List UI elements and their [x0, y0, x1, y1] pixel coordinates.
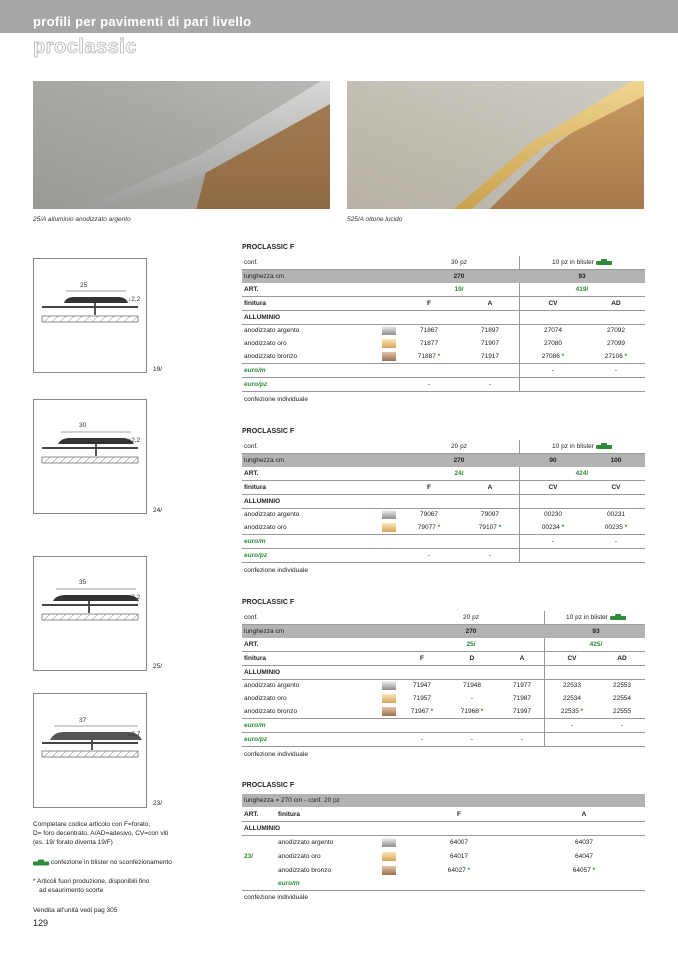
product-photo-brass [347, 81, 644, 209]
table-row: anodizzato bronzo 64027 * 64057 * [278, 867, 596, 874]
silver-swatch [382, 681, 396, 690]
table-row: euro/m - - [242, 364, 645, 378]
table-row: finitura F A CV AD [242, 297, 645, 311]
profile-section-diagram [34, 557, 146, 670]
table-row: anodizzato argento 71947 71948 71977 22533 22553 [244, 682, 632, 689]
bronze-swatch [382, 866, 396, 875]
table-title: PROCLASSIC F [242, 428, 295, 435]
table-note: confezione individuale [244, 894, 308, 901]
table-note: confezione individuale [244, 567, 308, 574]
table-row: lunghezza = 270 cm - conf. 20 pz [242, 794, 645, 807]
table-row: ART. 19/ 419/ [242, 283, 645, 297]
table-row: lunghezza cm 270 93 [242, 625, 645, 638]
profile-width: 25 [80, 282, 88, 289]
page-header [0, 0, 678, 33]
table-row: lunghezza cm 270 93 [242, 270, 645, 283]
table-row: euro/pz - - [242, 549, 645, 563]
table-row: anodizzato argento 79067 79097 00230 00231 [244, 511, 626, 518]
profile-code: 19/ [153, 366, 163, 373]
photo-caption-2: 525/A ottone lucido [347, 216, 403, 223]
table-row: ALLUMINIO [242, 822, 645, 836]
profile-code: 23/ [153, 800, 163, 807]
table-row: finitura F A CV CV [242, 481, 645, 495]
unit-sale-note: Vendita all'unità vedi pag 305 [33, 907, 118, 914]
profile-drawing-24 [33, 399, 147, 514]
table-row: ART. finitura F A [242, 808, 645, 822]
blister-icon [610, 614, 626, 620]
table-note: confezione individuale [244, 751, 308, 758]
table-row: ALLUMINIO [242, 495, 645, 509]
table-row: anodizzato oro 71877 71907 27080 27099 [244, 340, 626, 347]
table-row: conf. 30 pz 10 pz in blister [242, 256, 645, 270]
profile-height: ↕2,7 [128, 731, 141, 738]
table-row: 23/ anodizzato oro 64017 64047 [244, 853, 594, 860]
table-row: ALLUMINIO [242, 311, 645, 325]
table-row: lunghezza cm 270 90 100 [242, 454, 645, 467]
table-title: PROCLASSIC F [242, 782, 295, 789]
table-row: euro/pz - - [242, 378, 645, 392]
table-row: conf. 20 pz 10 pz in blister [242, 440, 645, 454]
page-number: 129 [33, 918, 49, 928]
profile-drawing-25 [33, 556, 147, 671]
profile-width: 35 [79, 579, 87, 586]
profile-width: 30 [79, 422, 87, 429]
blister-icon [596, 443, 612, 449]
table-row: anodizzato bronzo 71967 * 71968 * 71997 22535 * 22555 [242, 705, 645, 719]
table-row: ART. 24/ 424/ [242, 467, 645, 481]
profile-section-diagram [34, 259, 146, 372]
table-row: anodizzato bronzo 71887 * 71917 27086 * 27106 * [242, 350, 645, 364]
table-row: euro/m - - [242, 535, 645, 549]
table-row: finitura F D A CV AD [242, 652, 645, 666]
table-row: ALLUMINIO [242, 666, 645, 680]
profile-section-diagram [34, 694, 146, 807]
table-row: euro/m - - [242, 719, 645, 733]
gold-swatch [382, 523, 396, 532]
product-photo-aluminium [33, 81, 330, 209]
table-row: euro/pz - - - [242, 733, 645, 747]
gold-swatch [382, 694, 396, 703]
silver-swatch [382, 838, 396, 847]
table-row: ART. 25/ 425/ [242, 638, 645, 652]
product-line-title: proclassic [33, 36, 137, 58]
article-code-note: Completare codice articolo con F=forato, D= foro decentrato, A/AD=adesivo, CV=con viti (es. 19/ forato diventa 19/F) [33, 821, 169, 846]
profile-height: ↕2,2 [128, 437, 141, 444]
table-row: conf. 20 pz 10 pz in blister [242, 611, 645, 625]
profile-drawing-23 [33, 693, 147, 808]
bronze-swatch [382, 352, 396, 361]
gold-swatch [382, 339, 396, 348]
table-title: PROCLASSIC F [242, 599, 295, 606]
blister-icon [33, 859, 49, 866]
profile-code: 25/ [153, 663, 163, 670]
profile-drawing-19 [33, 258, 147, 373]
table-title: PROCLASSIC F [242, 244, 295, 251]
profile-code: 24/ [153, 507, 163, 514]
blister-note: confezione in blister no sconfezionamento [33, 858, 172, 867]
table-row: anodizzato argento 64007 64037 [278, 839, 594, 846]
discontinued-note: * Articoli fuori produzione, disponibili fino ad esaurimento scorte [33, 878, 150, 894]
table-row: anodizzato argento 71867 71897 27074 27092 [244, 327, 626, 334]
silver-swatch [382, 326, 396, 335]
silver-swatch [382, 510, 396, 519]
bronze-swatch [382, 707, 396, 716]
profile-section-diagram [34, 400, 146, 513]
profile-height: ↕2,2 [128, 594, 141, 601]
table-row: euro/m [242, 877, 645, 891]
gold-swatch [382, 852, 396, 861]
table-note: confezione individuale [244, 396, 308, 403]
page-title: profili per pavimenti di pari livello [33, 14, 252, 29]
profile-height: ↕2,2 [128, 296, 141, 303]
blister-icon [596, 259, 612, 265]
profile-width: 37 [79, 717, 87, 724]
table-row: anodizzato oro 71957 - 71987 22534 22554 [244, 695, 632, 702]
photo-caption-1: 25/A alluminio anodizzato argento [33, 216, 131, 223]
table-row: anodizzato oro 79077 * 79107 * 00234 * 00235 * [242, 521, 645, 535]
